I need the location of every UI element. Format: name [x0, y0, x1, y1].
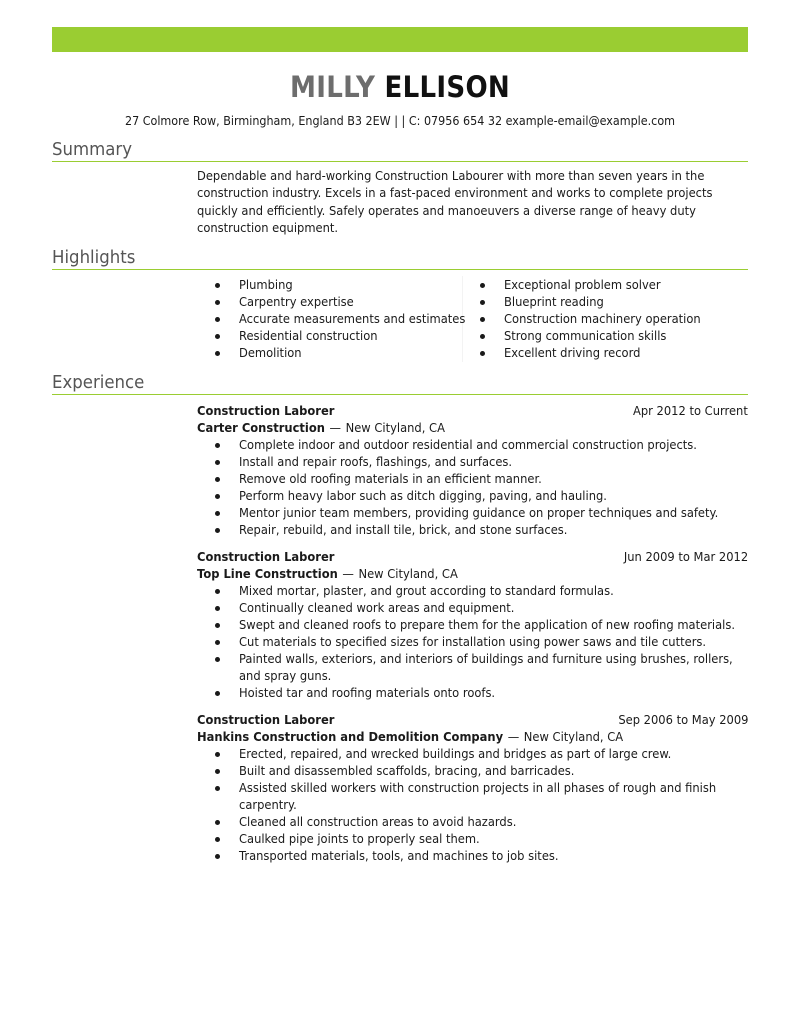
job-duties-list [197, 745, 748, 864]
job-duties-list [197, 436, 748, 538]
bullet-icon [480, 334, 485, 339]
first-name: MILLY [289, 70, 376, 104]
duty-item: Swept and cleaned roofs to prepare them for the application of new roofing materials. [197, 616, 748, 633]
bullet-icon [215, 443, 220, 448]
company-name: Top Line Construction [197, 566, 338, 581]
duty-item: Perform heavy labor such as ditch digging, paving, and hauling. [197, 487, 748, 504]
duty-item: Cleaned all construction areas to avoid hazards. [197, 813, 748, 830]
duty-item: Install and repair roofs, flashings, and surfaces. [197, 453, 748, 470]
job-entry [197, 548, 748, 701]
summary-section-header [52, 140, 748, 162]
duty-item: Complete indoor and outdoor residential and commercial construction projects. [197, 436, 748, 453]
job-duties-list [197, 582, 748, 701]
highlight-item: Exceptional problem solver [462, 276, 718, 293]
job-company-line [197, 728, 704, 745]
separator-dash: — [342, 566, 354, 581]
bullet-icon [480, 351, 485, 356]
duty-item: Erected, repaired, and wrecked buildings and bridges as part of large crew. [197, 745, 748, 762]
contact-line: 27 Colmore Row, Birmingham, England B3 2EW | | C: 07956 654 32 example-email@example.com [124, 114, 676, 128]
candidate-name [40, 70, 760, 104]
duty-item: Caulked pipe joints to properly seal them. [197, 830, 748, 847]
duty-item: Transported materials, tools, and machines to job sites. [197, 847, 748, 864]
duty-item: Repair, rebuild, and install tile, brick, and stone surfaces. [197, 521, 748, 538]
duty-item: Built and disassembled scaffolds, bracing, and barricades. [197, 762, 748, 779]
job-dates: Apr 2012 to Current [633, 403, 748, 418]
bullet-icon [215, 460, 220, 465]
summary-text: Dependable and hard-working Construction Labourer with more than seven years in the construction industry. Excels in a fast-paced environment and works to complete projects quickly and efficiently. Safely operates and manoeuvers a diverse range of heavy duty construction equipment. [197, 168, 713, 236]
duty-item: Assisted skilled workers with construction projects in all phases of rough and finish carpentry. [197, 779, 748, 813]
highlight-item: Accurate measurements and estimates [197, 310, 485, 327]
bullet-icon [215, 511, 220, 516]
job-entry [197, 711, 748, 864]
highlights-right-list [462, 276, 718, 361]
highlight-item: Carpentry expertise [197, 293, 485, 310]
bullet-icon [480, 283, 485, 288]
company-name: Carter Construction [197, 420, 325, 435]
highlight-item: Construction machinery operation [462, 310, 718, 327]
job-location: New Cityland, CA [523, 729, 624, 744]
bullet-icon [215, 528, 220, 533]
bullet-icon [215, 606, 220, 611]
bullet-icon [215, 317, 220, 322]
highlight-item: Excellent driving record [462, 344, 718, 361]
bullet-icon [215, 640, 220, 645]
company-name: Hankins Construction and Demolition Company [197, 729, 504, 744]
bullet-icon [215, 334, 220, 339]
duty-item: Remove old roofing materials in an efficient manner. [197, 470, 748, 487]
highlights-left-list [197, 276, 485, 361]
header-accent-bar [52, 27, 748, 52]
job-title: Construction Laborer [197, 549, 335, 564]
last-name: ELLISON [384, 70, 511, 104]
highlights-section-header [52, 248, 748, 270]
bullet-icon [215, 300, 220, 305]
highlight-item: Blueprint reading [462, 293, 718, 310]
job-title: Construction Laborer [197, 712, 335, 727]
bullet-icon [215, 494, 220, 499]
bullet-icon [480, 300, 485, 305]
bullet-icon [215, 854, 220, 859]
duty-item: Mentor junior team members, providing guidance on proper techniques and safety. [197, 504, 748, 521]
bullet-icon [215, 752, 220, 757]
separator-dash: — [507, 729, 520, 744]
job-dates: Sep 2006 to May 2009 [617, 712, 748, 727]
bullet-icon [215, 283, 220, 288]
duty-item: Painted walls, exteriors, and interiors of buildings and furniture using brushes, rollers, and spray guns. [197, 650, 748, 684]
duty-item: Continually cleaned work areas and equipment. [197, 599, 748, 616]
highlight-item: Residential construction [197, 327, 485, 344]
experience-title: Experience [52, 372, 145, 393]
separator-dash: — [329, 420, 342, 435]
job-company-line [197, 419, 704, 436]
bullet-icon [215, 691, 220, 696]
job-location: New Cityland, CA [345, 420, 445, 435]
job-entry [197, 402, 748, 538]
job-company-line [197, 565, 704, 582]
highlights-title: Highlights [52, 247, 136, 268]
bullet-icon [215, 820, 220, 825]
job-dates: Jun 2009 to Mar 2012 [623, 549, 748, 564]
summary-title: Summary [52, 139, 133, 160]
duty-item: Hoisted tar and roofing materials onto roofs. [197, 684, 748, 701]
bullet-icon [215, 589, 220, 594]
highlight-item: Demolition [197, 344, 485, 361]
bullet-icon [215, 477, 220, 482]
bullet-icon [215, 351, 220, 356]
bullet-icon [215, 837, 220, 842]
duty-item: Cut materials to specified sizes for installation using power saws and tile cutters. [197, 633, 748, 650]
bullet-icon [215, 769, 220, 774]
bullet-icon [480, 317, 485, 322]
job-location: New Cityland, CA [358, 566, 458, 581]
bullet-icon [215, 623, 220, 628]
experience-section-header [52, 373, 748, 395]
highlight-item: Strong communication skills [462, 327, 718, 344]
highlight-item: Plumbing [197, 276, 485, 293]
bullet-icon [215, 657, 220, 662]
bullet-icon [215, 786, 220, 791]
duty-item: Mixed mortar, plaster, and grout according to standard formulas. [197, 582, 748, 599]
job-title: Construction Laborer [197, 403, 335, 418]
